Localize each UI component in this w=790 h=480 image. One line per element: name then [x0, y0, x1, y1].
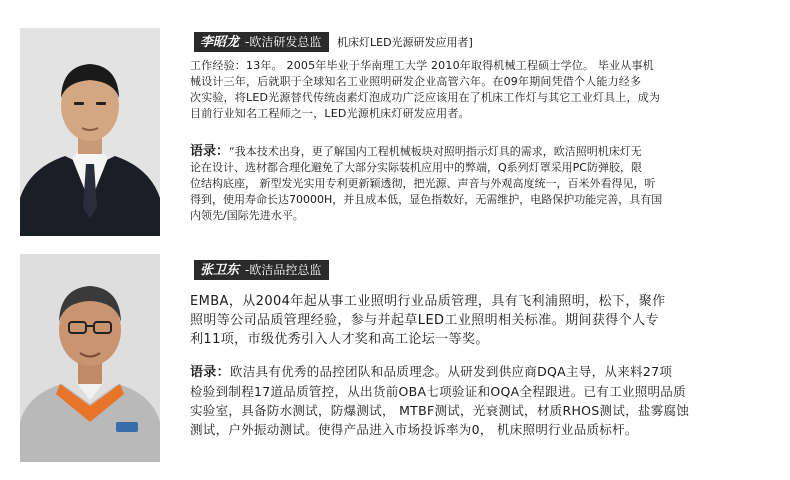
name-title-banner	[194, 32, 329, 52]
quote-label: 语录：	[190, 365, 230, 380]
quote-block	[190, 144, 780, 224]
person-role-note: 机床灯LED光源研发应用者]	[337, 36, 473, 49]
person-title: -欧洁品控总监	[245, 263, 322, 277]
person-name: 张卫东	[200, 263, 240, 278]
portrait-illustration	[20, 254, 160, 462]
experience-text: 工作经验：13年。 2005年毕业于华南理工大学 2010年取得机械工程硕士学位。 毕业从事机 械设计三年，后就职于全球知名工业照明研发企业高管六年。在09年期间凭借个人能力经多 次实验，将LED光源替代传统卤素灯泡成功广泛应该用在了机床工作灯与其它工业灯具上，成为 目前行业知名工程师之一，LED光源机床灯研发应用者。	[190, 59, 661, 120]
portrait-illustration	[20, 28, 160, 236]
quote-block	[190, 362, 780, 439]
quote-label: 语录：	[190, 144, 230, 159]
profile-card-qc-director	[0, 240, 790, 480]
person-title: -欧洁研发总监	[245, 35, 322, 49]
quote-text: “我本技术出身，更了解国内工程机械板块对照明指示灯具的需求，欧洁照明机床灯无 论在设计、选材都合理化避免了大部分实际装机应用中的弊端，Q系列灯罩采用PC防弹胶，限 位结构底座， 新型发光实用专利更新颖透彻，把光源、声音与外观高度统一，百米外看得见，听 得到，使用寿命长达70000H，并且成本低，显色指数好，无需维护，电路保护功能完善，具有国 内领先/国际先进水平。	[190, 145, 663, 222]
person-photo	[20, 28, 160, 236]
person-photo	[20, 254, 160, 462]
quote-text: 欧洁具有优秀的品控团队和品质理念。从研发到供应商DQA主导，从来料27项 检验到制程17道品质管控，从出货前OBA七项验证和OQA全程跟进。已有工业照明品质 实验室，具备防水测试，防爆测试， MTBF测试，光衰测试，材质RHOS测试，盐雾腐蚀 测试，户外振动测试。使得产品进入市场投诉率为0， 机床照明行业品质标杆。	[190, 364, 690, 437]
person-name: 李昭龙	[200, 35, 240, 50]
experience-text: EMBA，从2004年起从事工业照明行业品质管理，具有飞利浦照明，松下，聚作 照明等公司品质管理经验，参与并起草LED工业照明相关标准。期间获得个人专 利11项，市级优秀引入人才奖和高工论坛一等奖。	[190, 294, 666, 347]
name-title-banner	[194, 260, 329, 280]
